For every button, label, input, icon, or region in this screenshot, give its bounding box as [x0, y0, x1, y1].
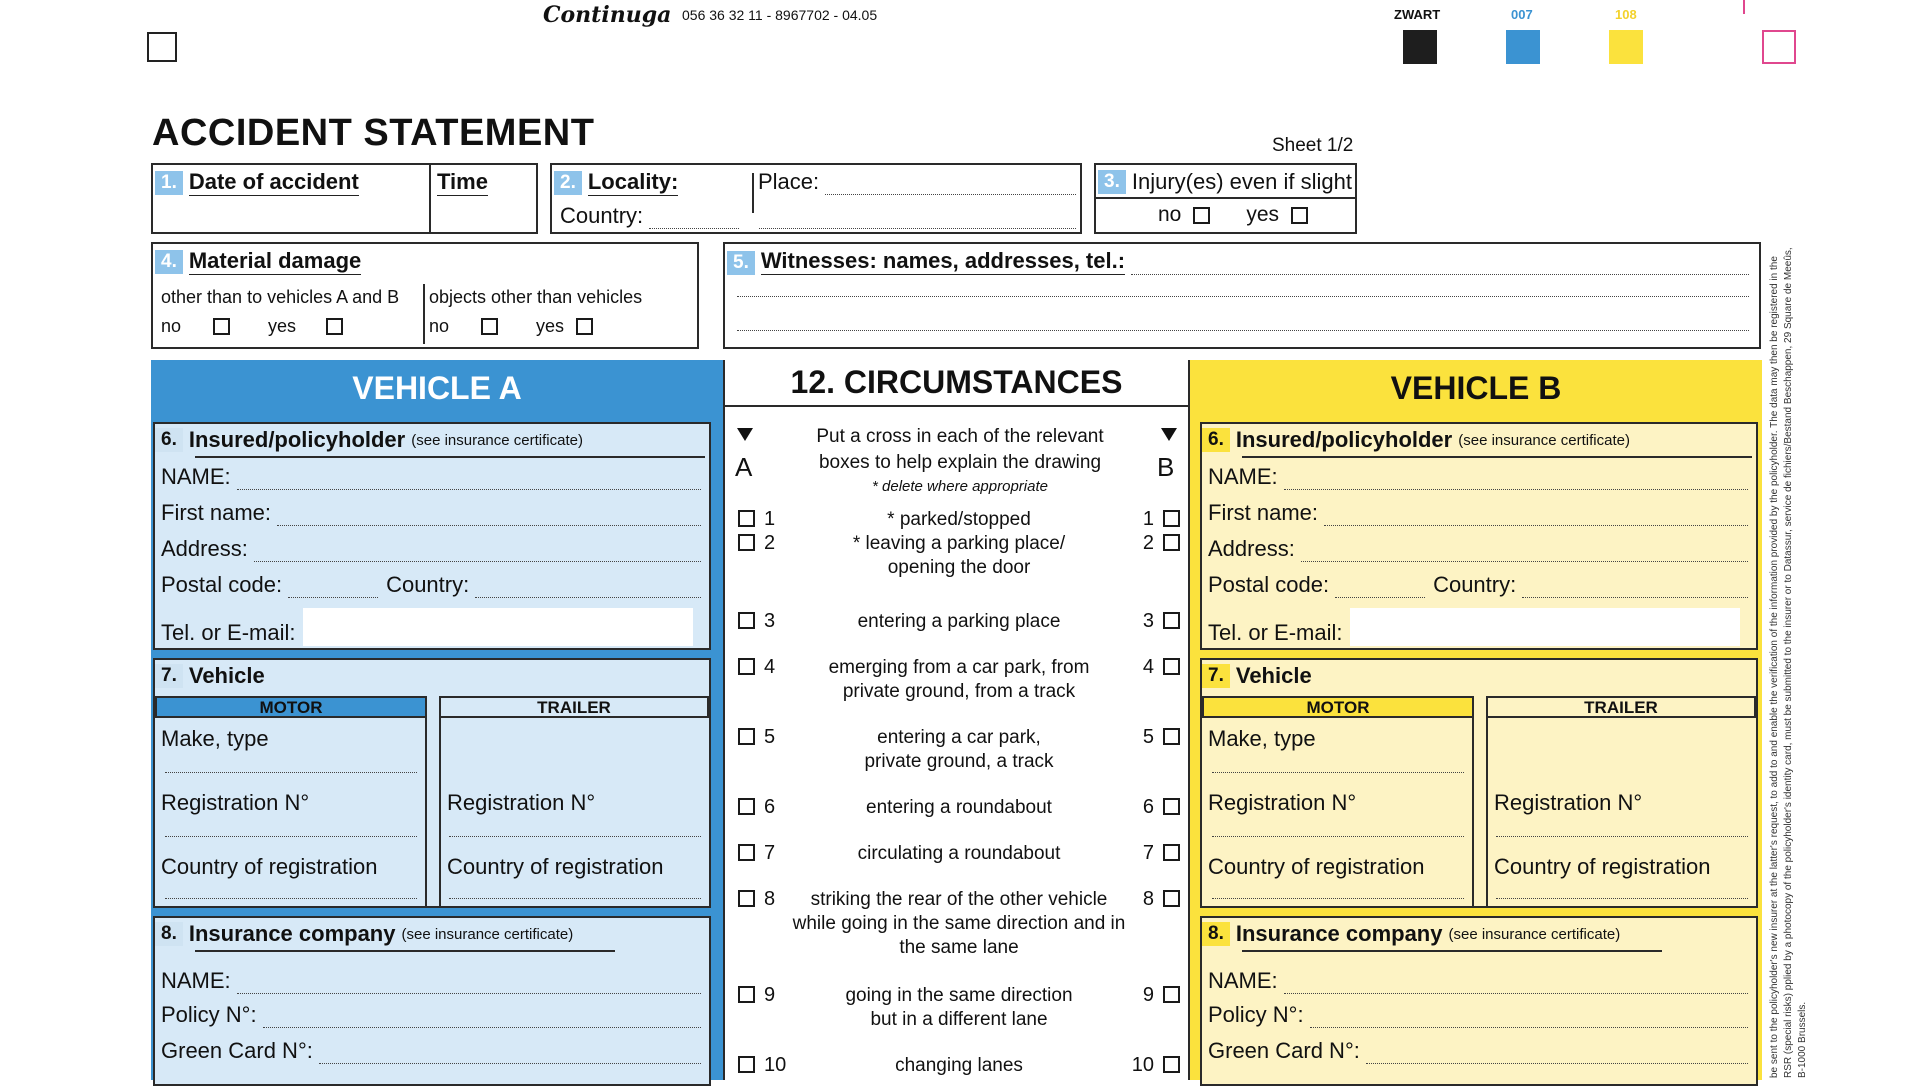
vehicle-b-motor-reg-label: Registration N°: [1208, 790, 1357, 815]
circumstance-b-checkbox[interactable]: [1163, 612, 1180, 629]
swatch-label-108: 108: [1615, 7, 1637, 22]
registration-mark-box: [147, 32, 177, 62]
date-of-accident-label: Date of accident: [188, 169, 359, 194]
vehicle-a-insurance-box: [153, 916, 711, 1086]
circumstance-text: circulating a roundabout: [857, 843, 1061, 864]
circumstance-a-number: 5: [764, 726, 776, 748]
swatch-label-zwart: ZWART: [1394, 7, 1441, 22]
circumstance-b-checkbox[interactable]: [1163, 986, 1180, 1003]
vehicle-b-insured-label: Insured/policyholder: [1235, 427, 1453, 452]
vehicle-a-section-7-number: 7.: [155, 664, 183, 688]
circumstance-a-number: 2: [764, 532, 776, 554]
vehicle-a-address-field[interactable]: [161, 536, 701, 562]
circumstance-text: entering a car park, private ground, a track: [864, 727, 1054, 772]
vehicle-b-motor-header: MOTOR: [1202, 696, 1474, 718]
vehicle-b-insurer-name-field[interactable]: [1208, 968, 1748, 994]
circumstance-row: [728, 984, 1190, 1032]
circumstance-row: [728, 532, 1190, 580]
circumstance-row: [728, 888, 1190, 960]
time-label: Time: [437, 169, 488, 194]
vehicle-a-policy-field[interactable]: [161, 1002, 701, 1028]
damage-objects-yes-label: yes: [536, 316, 565, 336]
vehicle-b-motor-creg-label: Country of registration: [1208, 854, 1425, 879]
material-damage-label: Material damage: [188, 248, 362, 273]
column-a-arrow: [737, 428, 753, 441]
circumstance-a-checkbox[interactable]: [738, 510, 755, 527]
vehicle-a-firstname-field[interactable]: [161, 500, 701, 526]
sheet-number: Sheet 1/2: [1272, 135, 1354, 156]
circumstance-b-number: 7: [1142, 842, 1154, 864]
section-4-material-damage: [151, 242, 699, 349]
circumstances-intro: Put a cross in each of the relevant boxes to help explain the drawing: [816, 426, 1104, 473]
circumstance-text: * leaving a parking place/ opening the door: [852, 533, 1066, 578]
circumstance-b-checkbox[interactable]: [1163, 534, 1180, 551]
vehicle-a-policy-label: Policy N°:: [161, 1002, 257, 1027]
vehicle-a-title: VEHICLE A: [352, 370, 522, 406]
section-1-number: 1.: [155, 171, 183, 195]
vehicle-a-insured-box: [153, 422, 711, 650]
vehicle-a-name-field[interactable]: [161, 464, 701, 490]
circumstance-a-number: 7: [764, 842, 776, 864]
vehicle-a-vehicle-label: Vehicle: [188, 663, 265, 688]
swatch-black: [1403, 30, 1437, 64]
circumstance-a-checkbox[interactable]: [738, 986, 755, 1003]
injuries-no-label: no: [1158, 203, 1182, 226]
witnesses-line-1[interactable]: [1131, 258, 1749, 275]
vehicle-b-policy-label: Policy N°:: [1208, 1002, 1304, 1027]
circumstance-a-number: 6: [764, 796, 776, 818]
circumstance-b-checkbox[interactable]: [1163, 1056, 1180, 1073]
place-field[interactable]: [758, 169, 1076, 195]
circumstance-b-number: 8: [1142, 888, 1154, 910]
vehicle-b-make-input[interactable]: [1212, 772, 1464, 773]
circumstance-b-number: 1: [1142, 508, 1154, 530]
circumstance-a-checkbox[interactable]: [738, 844, 755, 861]
circumstance-b-number: 10: [1131, 1054, 1154, 1076]
vehicle-b-insurance-note: (see insurance certificate): [1448, 925, 1621, 943]
vehicle-b-tel-input[interactable]: [1350, 608, 1740, 646]
vehicle-b-trailer-header: TRAILER: [1486, 696, 1756, 718]
date-input-area[interactable]: [157, 201, 425, 229]
vehicle-b-policy-field[interactable]: [1208, 1002, 1748, 1028]
country-field[interactable]: [560, 203, 1076, 229]
vehicle-a-motor-reg-label: Registration N°: [161, 790, 310, 815]
circumstance-b-number: 4: [1142, 656, 1154, 678]
vehicle-b-motor-reg-input[interactable]: [1212, 836, 1464, 837]
vehicle-b-panel: [1190, 360, 1762, 1080]
vehicle-b-firstname-label: First name:: [1208, 500, 1319, 525]
circumstance-row: [728, 726, 1190, 774]
circumstance-b-number: 5: [1142, 726, 1154, 748]
vehicle-b-motor-creg-input[interactable]: [1212, 898, 1464, 899]
vehicle-b-section-8-number: 8.: [1202, 922, 1230, 946]
country-label: Country:: [560, 203, 644, 228]
vehicle-a-motor-creg-input[interactable]: [165, 898, 417, 899]
vehicle-b-name-field[interactable]: [1208, 464, 1748, 490]
vehicle-b-section-7-number: 7.: [1202, 664, 1230, 688]
swatch-yellow: [1609, 30, 1643, 64]
circumstance-text: going in the same direction but in a different lane: [845, 985, 1073, 1030]
circumstance-text: * parked/stopped: [887, 509, 1031, 530]
circumstance-a-number: 3: [764, 610, 776, 632]
vehicle-b-greencard-label: Green Card N°:: [1208, 1038, 1360, 1063]
vehicle-b-insurance-label: Insurance company: [1235, 921, 1443, 946]
circumstance-b-checkbox[interactable]: [1163, 890, 1180, 907]
column-b-label: B: [1157, 452, 1175, 482]
vehicle-a-section-8-number: 8.: [155, 922, 183, 946]
circumstance-b-number: 3: [1142, 610, 1154, 632]
vehicle-a-panel: [151, 360, 723, 1080]
vehicle-b-firstname-field[interactable]: [1208, 500, 1748, 526]
vehicle-b-postal-field[interactable]: [1208, 572, 1748, 598]
vehicle-a-postal-field[interactable]: [161, 572, 701, 598]
vehicle-a-trailer-creg-input[interactable]: [449, 898, 701, 899]
circumstance-b-number: 9: [1142, 984, 1154, 1006]
vehicle-b-insurer-name-label: NAME:: [1208, 968, 1278, 993]
column-a-label: A: [735, 452, 753, 482]
section-2-location: [550, 163, 1082, 234]
circumstance-a-checkbox[interactable]: [738, 798, 755, 815]
witnesses-line-2[interactable]: [737, 296, 1749, 297]
vehicle-a-greencard-label: Green Card N°:: [161, 1038, 313, 1063]
witnesses-label: Witnesses: names, addresses, tel.:: [760, 248, 1126, 273]
vehicle-b-title: VEHICLE B: [1390, 370, 1562, 406]
vehicle-a-trailer-header: TRAILER: [439, 696, 709, 718]
column-b-arrow: [1161, 428, 1177, 441]
vehicle-b-tel-label: Tel. or E-mail:: [1208, 620, 1343, 645]
vehicle-a-motor-creg-label: Country of registration: [161, 854, 378, 879]
damage-col1-label: other than to vehicles A and B: [161, 287, 400, 307]
circumstance-a-checkbox[interactable]: [738, 890, 755, 907]
circumstance-b-number: 6: [1142, 796, 1154, 818]
circumstance-a-checkbox[interactable]: [738, 534, 755, 551]
vehicle-b-trailer-reg-input[interactable]: [1496, 836, 1748, 837]
vehicle-a-insured-note: (see insurance certificate): [411, 431, 583, 449]
damage-objects-no-label: no: [429, 316, 450, 336]
vehicle-b-insured-note: (see insurance certificate): [1458, 431, 1630, 449]
vehicle-a-insurance-note: (see insurance certificate): [401, 925, 574, 943]
vehicle-a-tel-input[interactable]: [303, 608, 693, 646]
circumstance-a-number: 9: [764, 984, 776, 1006]
vehicle-b-trailer-reg-label: Registration N°: [1494, 790, 1643, 815]
vehicle-a-insurance-label: Insurance company: [188, 921, 396, 946]
vehicle-b-insurance-box: [1200, 916, 1758, 1086]
vehicle-b-vehicle-label: Vehicle: [1235, 663, 1312, 688]
damage-col2-label: objects other than vehicles: [429, 287, 643, 307]
vehicle-a-tel-label: Tel. or E-mail:: [161, 620, 296, 645]
damage-vehicles-yes-checkbox[interactable]: [326, 318, 343, 335]
circumstance-row: [728, 656, 1190, 704]
vehicle-a-postal-label: Postal code:: [161, 572, 283, 597]
vehicle-a-firstname-label: First name:: [161, 500, 272, 525]
section-5-witnesses: [723, 242, 1761, 349]
circumstance-row: [728, 508, 1190, 532]
vehicle-a-greencard-field[interactable]: [161, 1038, 701, 1064]
vehicle-b-trailer-creg-input[interactable]: [1496, 898, 1748, 899]
injuries-yes-label: yes: [1246, 203, 1280, 226]
vehicle-b-section-6-number: 6.: [1202, 428, 1230, 452]
damage-vehicles-yes-label: yes: [268, 316, 297, 336]
locality-label: Locality:: [587, 169, 679, 194]
circumstance-a-checkbox[interactable]: [738, 658, 755, 675]
witnesses-line-3[interactable]: [737, 330, 1749, 331]
swatch-blue: [1506, 30, 1540, 64]
circumstance-text: changing lanes: [895, 1055, 1023, 1076]
vehicle-a-motor-header: MOTOR: [155, 696, 427, 718]
section-1-date-time: [151, 163, 538, 234]
section-4-number: 4.: [155, 250, 183, 274]
vehicle-b-address-field[interactable]: [1208, 536, 1748, 562]
vehicle-b-address-label: Address:: [1208, 536, 1295, 561]
vehicle-a-trailer-reg-input[interactable]: [449, 836, 701, 837]
vehicle-a-name-label: NAME:: [161, 464, 231, 489]
brand-logo: Continuga: [543, 2, 672, 28]
circumstance-a-checkbox[interactable]: [738, 1056, 755, 1073]
circumstances-title: 12. CIRCUMSTANCES: [790, 364, 1123, 400]
vehicle-b-make-label: Make, type: [1208, 726, 1316, 751]
vehicle-a-insurer-name-field[interactable]: [161, 968, 701, 994]
circumstance-b-checkbox[interactable]: [1163, 510, 1180, 527]
injuries-yes-checkbox[interactable]: [1291, 207, 1308, 224]
circumstance-text: entering a roundabout: [866, 797, 1052, 818]
side-legal-text: be sent to the policyholder's new insurer at the latter's request, to add to and enable the verification of the information provided by the policyholder. The data may then be registered in the RSR (special risks) pplied by a photocopy of the policyholder's identity card, must be submitted to the insurer or to Datassur, service de fichiers/Bestand Beschappen, 29 Square de Meeûs, B-1000 Brussels.: [1769, 247, 1808, 1078]
vehicle-a-make-input[interactable]: [165, 772, 417, 773]
damage-vehicles-no-label: no: [161, 316, 182, 336]
vehicle-b-country-label: Country:: [1433, 572, 1517, 597]
circumstance-a-number: 8: [764, 888, 776, 910]
section-2-number: 2.: [554, 171, 582, 195]
circumstance-b-checkbox[interactable]: [1163, 798, 1180, 815]
circumstance-a-checkbox[interactable]: [738, 728, 755, 745]
vehicle-a-address-label: Address:: [161, 536, 248, 561]
circumstance-a-number: 1: [764, 508, 776, 530]
damage-objects-yes-checkbox[interactable]: [576, 318, 593, 335]
circumstance-text: striking the rear of the other vehicle while going in the same direction and in the same lane: [792, 889, 1126, 958]
vehicle-a-insurer-name-label: NAME:: [161, 968, 231, 993]
vehicle-a-insured-label: Insured/policyholder: [188, 427, 406, 452]
damage-vehicles-no-checkbox[interactable]: [213, 318, 230, 335]
circumstance-text: entering a parking place: [857, 611, 1061, 632]
crop-mark-magenta: [1743, 0, 1745, 14]
damage-objects-no-checkbox[interactable]: [481, 318, 498, 335]
page-title: ACCIDENT STATEMENT: [152, 112, 595, 154]
circumstance-b-checkbox[interactable]: [1163, 728, 1180, 745]
vehicle-a-motor-reg-input[interactable]: [165, 836, 417, 837]
vehicle-a-country-label: Country:: [386, 572, 470, 597]
circumstance-a-number: 4: [764, 656, 776, 678]
vehicle-a-vehicle-box: [153, 658, 711, 908]
circumstance-row: [728, 1054, 1190, 1078]
circumstance-a-checkbox[interactable]: [738, 612, 755, 629]
circumstance-b-checkbox[interactable]: [1163, 844, 1180, 861]
circumstance-text: emerging from a car park, from private ground, from a track: [828, 657, 1090, 702]
circumstance-row: [728, 842, 1190, 866]
place-label: Place:: [758, 169, 820, 194]
vehicle-b-name-label: NAME:: [1208, 464, 1278, 489]
circumstance-row: [728, 796, 1190, 820]
vehicle-b-greencard-field[interactable]: [1208, 1038, 1748, 1064]
time-input-area[interactable]: [435, 201, 533, 229]
circumstance-a-number: 10: [764, 1054, 787, 1076]
circumstance-b-number: 2: [1142, 532, 1154, 554]
registration-mark-magenta: [1762, 30, 1796, 64]
circumstance-b-checkbox[interactable]: [1163, 658, 1180, 675]
circumstances-note: * delete where appropriate: [872, 478, 1048, 495]
section-5-number: 5.: [727, 251, 755, 275]
vehicle-b-insured-box: [1200, 422, 1758, 650]
circumstance-row: [728, 610, 1190, 634]
form-reference: 056 36 32 11 - 8967702 - 04.05: [682, 7, 878, 23]
vehicle-b-postal-label: Postal code:: [1208, 572, 1330, 597]
vehicle-b-vehicle-box: [1200, 658, 1758, 908]
vehicle-a-make-label: Make, type: [161, 726, 269, 751]
injuries-label: Injury(es) even if slight: [1131, 169, 1352, 194]
section-3-injuries: [1094, 163, 1357, 234]
vehicle-a-trailer-reg-label: Registration N°: [447, 790, 596, 815]
injuries-no-checkbox[interactable]: [1193, 207, 1210, 224]
vehicle-a-trailer-creg-label: Country of registration: [447, 854, 664, 879]
vehicle-a-section-6-number: 6.: [155, 428, 183, 452]
section-3-number: 3.: [1098, 170, 1126, 194]
vehicle-b-trailer-creg-label: Country of registration: [1494, 854, 1711, 879]
swatch-label-007: 007: [1511, 7, 1533, 22]
